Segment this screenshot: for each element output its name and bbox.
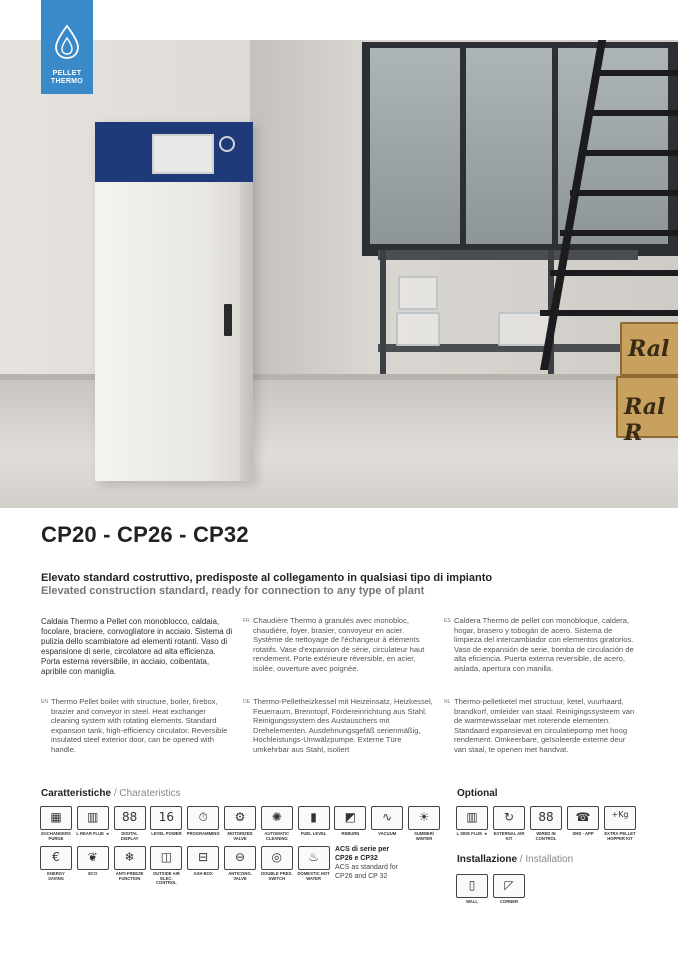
feature-label: EXTRA PELLET HOPPER KIT <box>604 831 636 841</box>
feature-label: CORNER <box>499 899 519 904</box>
feature-item <box>39 806 73 842</box>
summer-winter-icon: ☀ <box>408 806 440 830</box>
feature-item <box>186 846 220 882</box>
badge-line1: PELLET <box>52 70 82 77</box>
feature-label: ENERGY SAVING <box>47 871 65 881</box>
feature-label: EXTERNAL AIR KIT <box>493 831 525 841</box>
feature-label: MOTORIZED VALVE <box>227 831 253 841</box>
boiler-door-handle <box>224 304 232 336</box>
reburn-icon: ◩ <box>334 806 366 830</box>
feature-label: ASH BOX <box>193 871 213 876</box>
feature-label: ANTICONG. VALVE <box>228 871 252 881</box>
feature-label: AUTOMATIC CLEANING <box>264 831 290 841</box>
feature-item <box>333 806 367 842</box>
motorized-valve-icon: ⚙ <box>224 806 256 830</box>
installation-heading: Installazione / Installation <box>457 854 574 865</box>
anti-freeze-icon: ❄ <box>114 846 146 870</box>
programming-icon: ⏱ <box>187 806 219 830</box>
feature-item <box>260 846 294 882</box>
lang-tag-en: EN <box>41 699 48 705</box>
subtitle-italian: Elevato standard costruttivo, predisposte al collegamento in qualsiasi tipo di impianto <box>41 572 493 584</box>
feature-item <box>149 846 183 886</box>
automatic-cleaning-icon: ✺ <box>261 806 293 830</box>
feature-label: ECO <box>88 871 98 876</box>
storage-box <box>398 276 438 310</box>
feature-label: LEVEL POWER <box>151 831 182 836</box>
lang-tag-fr: FR <box>243 618 250 624</box>
feature-item <box>492 874 526 910</box>
hero-photo <box>0 40 678 508</box>
feature-item <box>492 806 526 842</box>
feature-item <box>603 806 637 842</box>
description-italian: Caldaia Thermo a Pellet con monoblocco, caldaia, focolare, braciere, convogliatore in acciaio. Sistema di pulizia dello scambiatore ad elementi rotanti. Vaso di espansione di serie, circolatore ad alta efficienza. Porta esterna reversibile, in acciaio, coibentata, apribile con maniglia. <box>41 617 233 676</box>
level-power-icon: 16 <box>150 806 182 830</box>
feature-item <box>76 846 110 882</box>
double-pressure-switch-icon: ◎ <box>261 846 293 870</box>
feature-label: FUEL LEVEL <box>300 831 327 836</box>
eco-icon: ❦ <box>77 846 109 870</box>
extra-hopper-icon: +Kg <box>604 806 636 830</box>
description-english: Thermo Pellet boiler with structure, boiler, firebox, brazier and conveyor in steel. Heat exchanger cleaning system with rotating elements. Standard expansion tank, high-efficiency circulator. Reversible insulated steel exterior door, can be opened with handle. <box>51 697 228 754</box>
domestic-hot-water-icon: ♨ <box>298 846 330 870</box>
lang-tag-es: ES <box>444 618 451 624</box>
wooden-crate: Ral <box>620 322 678 376</box>
feature-item <box>297 806 331 842</box>
feature-label: L REAR FLUE ◄ <box>76 831 110 836</box>
optional-heading: Optional <box>457 788 498 799</box>
description-german: Thermo-Pelletheizkessel mit Heizeinsatz, Heizkessel, Feuerraum, Brenntopf, Fördereinrichtung aus Stahl. Reinigungssystem des Austauschers mit Drehelementen. Ausdehnungsgefäß serienmäßig, Hochleistungs-Umwälzpumpe. Externe Türe umkehrbar aus Stahl, isoliert <box>253 697 433 754</box>
corner-install-icon: ◸ <box>493 874 525 898</box>
energy-saving-icon: € <box>40 846 72 870</box>
feature-label: OUTSIDE AIR ELEC. CONTROL <box>152 871 180 886</box>
acs-note-english: ACS as standard for CP26 and CP 32 <box>335 864 399 880</box>
description-french: Chaudière Thermo à granulés avec monobloc, chaudière, foyer, brasier, convoyeur en acier. Système de nettoyage de l'échangeur à éléments rotatifs. Vase d'expansion de série, circulateur haut rendement. Porte extérieure réversible, en acier, isolée, ouverture avec poignée. <box>253 616 425 673</box>
feature-item <box>260 806 294 842</box>
feature-item <box>149 806 183 842</box>
feature-item <box>223 846 257 882</box>
badge-line2: THERMO <box>50 78 84 85</box>
feature-label: DIGITAL DISPLAY <box>120 831 139 841</box>
exchanger-purge-icon: ▦ <box>40 806 72 830</box>
feature-item <box>76 806 110 842</box>
outside-air-icon: ◫ <box>150 846 182 870</box>
feature-label: L SIDE FLUE ◄ <box>456 831 488 836</box>
lang-tag-nl: NL <box>444 699 451 705</box>
storage-box <box>396 312 440 346</box>
feature-item <box>370 806 404 842</box>
boiler-knob <box>219 136 235 152</box>
feature-label: ANTI-FREEZE FUNCTION <box>115 871 144 881</box>
feature-item <box>186 806 220 842</box>
feature-label: SUMMER/ WINTER <box>414 831 434 841</box>
product-title: CP20 - CP26 - CP32 <box>41 522 249 547</box>
feature-item <box>39 846 73 882</box>
feature-label: SMS - APP <box>572 831 594 836</box>
feature-label: WALL <box>466 899 478 904</box>
description-dutch: Thermo-pelletketel met structuur, ketel, vuurhaard, brandkorf, omleider van staal. Reinigingssysteem van de warmtewisselaar met roterende elementen. Standaard expansievat en circulatiepomp met hoog rendement. Omkeerbare, geïsoleerde externe deur van staal, te openen met handvat. <box>454 697 635 754</box>
feature-item <box>113 846 147 882</box>
external-air-kit-icon: ↻ <box>493 806 525 830</box>
feature-item <box>566 806 600 842</box>
digital-display-icon: 88 <box>114 806 146 830</box>
feature-label: EXCHANGERS PURGE <box>41 831 71 841</box>
lang-tag-de: DE <box>243 699 250 705</box>
feature-item <box>529 806 563 842</box>
wooden-crate: Ral R <box>616 376 678 438</box>
feature-label: REBURN <box>341 831 360 836</box>
boiler-display <box>152 134 214 174</box>
wall-install-icon: ▯ <box>456 874 488 898</box>
feature-item <box>455 806 489 842</box>
pellet-thermo-badge <box>41 0 93 94</box>
side-flue-icon: ▥ <box>456 806 488 830</box>
feature-label: WIRED IN CONTROL <box>535 831 557 841</box>
acs-note-italian: ACS di serie per CP26 e CP32 <box>335 846 390 862</box>
feature-item <box>407 806 441 842</box>
description-spanish: Caldera Thermo de pellet con monobloque, caldera, hogar, brasero y tobogán de acero. Sistema de limpieza del intercambiador con elementos giratorios. Vaso de expansión de serie, bomba de circulación de alta eficiencia. Puerta externa reversible, de acero, aislada, apertura con manilla. <box>454 616 634 673</box>
anticong-valve-icon: ⊖ <box>224 846 256 870</box>
feature-item <box>455 874 489 910</box>
feature-label: DOMESTIC HOT WATER <box>297 871 330 881</box>
ash-box-icon: ⊟ <box>187 846 219 870</box>
feature-label: DOUBLE PRES. SWITCH <box>261 871 293 881</box>
subtitle-english: Elevated construction standard, ready for connection to any type of plant <box>41 585 425 597</box>
wired-control-icon: 88 <box>530 806 562 830</box>
feature-item <box>223 806 257 842</box>
sms-app-icon: ☎ <box>567 806 599 830</box>
fuel-level-icon: ▮ <box>298 806 330 830</box>
feature-label: PROGRAMMING <box>186 831 220 836</box>
vacuum-icon: ∿ <box>371 806 403 830</box>
feature-item <box>297 846 331 882</box>
boiler-side-panel <box>240 182 253 481</box>
flame-drop-icon <box>53 24 81 60</box>
feature-label: VACUUM <box>378 831 397 836</box>
wall-shadow <box>250 40 370 380</box>
feature-item <box>113 806 147 842</box>
characteristics-heading: Caratteristiche / Charateristics <box>41 788 181 799</box>
rear-flue-icon: ▥ <box>77 806 109 830</box>
